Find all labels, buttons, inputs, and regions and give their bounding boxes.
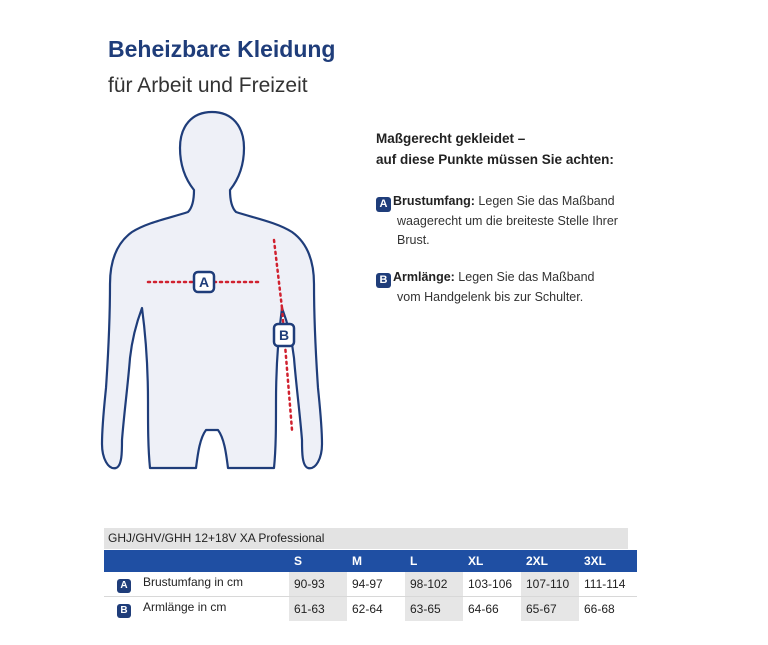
instruction-arm-text2: vom Handgelenk bis zur Schulter. bbox=[397, 290, 584, 304]
instruction-chest-text3: Brust. bbox=[397, 233, 430, 247]
arm-value-xl: 64-66 bbox=[463, 597, 521, 622]
badge-a-icon: A bbox=[376, 197, 391, 212]
row-badge-a-icon: A bbox=[117, 579, 131, 593]
body-silhouette-figure bbox=[96, 108, 328, 482]
badge-b-icon: B bbox=[376, 273, 391, 288]
row-arm-label: Armlänge in cm bbox=[143, 600, 227, 614]
arm-value-s: 61-63 bbox=[289, 597, 347, 622]
size-header-2xl: 2XL bbox=[521, 550, 579, 572]
instruction-arm-term: Armlänge: bbox=[393, 270, 455, 284]
chest-value-2xl: 107-110 bbox=[521, 572, 579, 597]
instructions-heading-line2: auf diese Punkte müssen Sie achten: bbox=[376, 152, 614, 167]
size-header-3xl: 3XL bbox=[579, 550, 637, 572]
row-chest-label-cell bbox=[104, 572, 289, 597]
size-table bbox=[104, 550, 637, 621]
page-subtitle: für Arbeit und Freizeit bbox=[108, 74, 308, 97]
chest-value-s: 90-93 bbox=[289, 572, 347, 597]
marker-a-label: A bbox=[198, 274, 210, 290]
marker-b-label: B bbox=[278, 327, 290, 343]
instruction-chest-text1: Legen Sie das Maßband bbox=[474, 194, 615, 208]
arm-value-l: 63-65 bbox=[405, 597, 463, 622]
page-title: Beheizbare Kleidung bbox=[108, 36, 336, 62]
table-row-chest bbox=[104, 572, 637, 597]
instruction-arm-text1: Legen Sie das Maßband bbox=[454, 270, 595, 284]
size-header-empty bbox=[104, 550, 289, 572]
row-badge-b-icon: B bbox=[117, 604, 131, 618]
size-header-m: M bbox=[347, 550, 405, 572]
instruction-arm bbox=[376, 268, 676, 307]
instruction-chest bbox=[376, 192, 676, 250]
chest-value-l: 98-102 bbox=[405, 572, 463, 597]
measurement-instructions bbox=[376, 128, 676, 307]
table-row-arm bbox=[104, 597, 637, 622]
size-header-row bbox=[104, 550, 637, 572]
chest-value-3xl: 111-114 bbox=[584, 577, 626, 591]
instruction-chest-text2: waagerecht um die breiteste Stelle Ihrer bbox=[397, 214, 618, 228]
instructions-heading-line1: Maßgerecht gekleidet – bbox=[376, 131, 526, 146]
size-header-s: S bbox=[289, 550, 347, 572]
size-header-l: L bbox=[405, 550, 463, 572]
instruction-chest-term: Brustumfang: bbox=[393, 194, 475, 208]
row-chest-label: Brustumfang in cm bbox=[143, 575, 244, 589]
arm-value-2xl: 65-67 bbox=[521, 597, 579, 622]
chest-value-xl: 103-106 bbox=[468, 577, 513, 591]
size-header-xl: XL bbox=[463, 550, 521, 572]
chest-value-m: 94-97 bbox=[352, 577, 383, 591]
product-name-bar: GHJ/GHV/GHH 12+18V XA Professional bbox=[104, 528, 628, 549]
arm-value-3xl: 66-68 bbox=[579, 597, 637, 622]
arm-value-m: 62-64 bbox=[347, 597, 405, 622]
instructions-heading bbox=[376, 128, 676, 170]
row-arm-label-cell bbox=[104, 597, 289, 622]
